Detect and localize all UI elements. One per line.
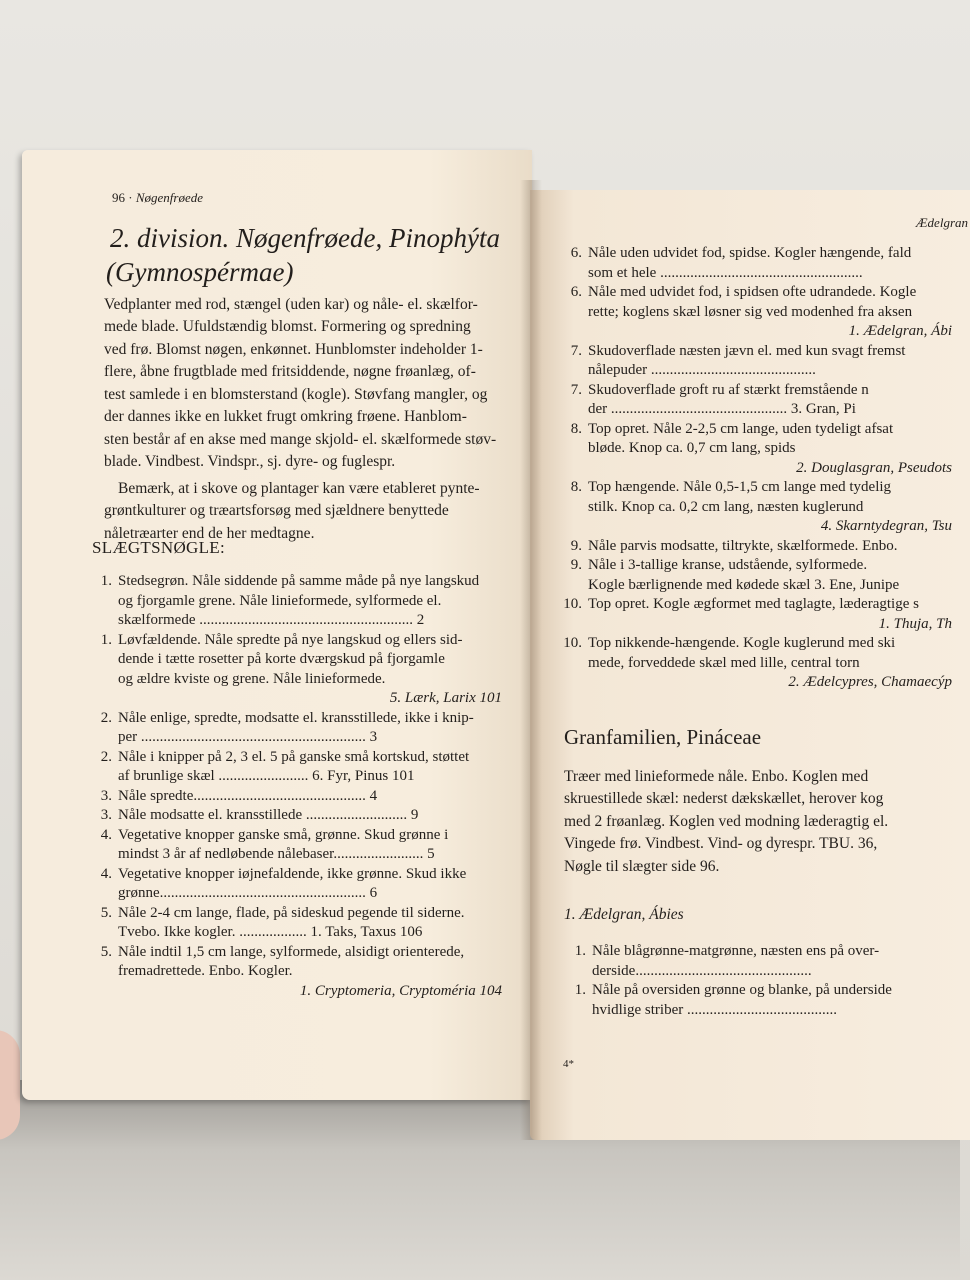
key-number: 1. <box>100 631 112 648</box>
key-line <box>90 904 510 924</box>
key-text: dende i tætte rosetter på korte dværgskud på fjorgamle <box>118 651 445 667</box>
family-line: med 2 frøanlæg. Koglen ved modning læderagtig el. <box>564 812 889 830</box>
key-line <box>90 884 510 904</box>
key-line <box>90 709 510 729</box>
key-text: grønne....................................................... 6 <box>118 885 378 901</box>
key-line <box>90 962 510 982</box>
key-line <box>560 400 960 420</box>
key-text: af brunlige skæl ........................ 6. Fyr, Pinus 101 <box>118 768 415 784</box>
key-text: Nåle på oversiden grønne og blanke, på underside <box>592 982 892 998</box>
key-line <box>90 806 510 826</box>
key-line <box>90 592 510 612</box>
division-title-line1: 2. division. Nøgenfrøede, Pinophýta <box>110 223 500 253</box>
description-line: sten består af en akse med mange skjold- el. skælformede støv- <box>104 430 497 448</box>
book-gutter <box>520 180 542 1140</box>
key-number: 6. <box>570 245 582 261</box>
key-line <box>560 303 960 323</box>
key-line <box>560 420 960 440</box>
header-section: Nøgenfrøede <box>135 190 203 205</box>
division-title-line2: (Gymnospérmae) <box>106 257 294 287</box>
key-line <box>90 572 510 592</box>
key-text: der ............................................... 3. Gran, Pi <box>588 401 856 417</box>
key-text: Nåle enlige, spredte, modsatte el. kransstillede, ikke i knip- <box>118 709 474 726</box>
family-line: Træer med linieformede nåle. Enbo. Koglen med <box>564 768 869 785</box>
key-line <box>560 459 960 479</box>
key-line <box>90 923 510 943</box>
key-number: 10. <box>563 596 582 612</box>
key-text: stilk. Knop ca. 0,2 cm lang, næsten kuglerund <box>588 498 864 515</box>
signature-mark: 4* <box>563 1058 574 1070</box>
key-number: 2. <box>100 709 112 726</box>
key-number: 4. <box>100 865 112 882</box>
note-line: nåletræarter end de her medtagne. <box>104 524 315 542</box>
key-line <box>560 654 960 674</box>
key-text: og fjorgamle grene. Nåle linieformede, sylformede el. <box>118 592 442 609</box>
key-text: hvidlige striber ........................................ <box>592 1001 837 1018</box>
key-number: 5. <box>100 943 112 960</box>
key-line <box>90 943 510 963</box>
key-number: 3. <box>100 787 112 804</box>
family-description <box>564 766 888 878</box>
abies-key <box>564 942 964 1020</box>
description-line: blade. Vindbest. Vindspr., sj. dyre- og fuglespr. <box>104 453 396 471</box>
description-line: flere, åbne frugtblade med fritsiddende, nøgne frøanlæg, of- <box>104 363 476 381</box>
key-text: Nåle i 3-tallige kranse, udstående, sylformede. <box>588 557 868 573</box>
key-line <box>560 478 960 498</box>
key-line <box>560 537 960 557</box>
key-number: 3. <box>100 807 112 823</box>
key-text: derside............................................... <box>592 962 812 979</box>
key-line <box>564 981 964 1001</box>
description-line: Vedplanter med rod, stængel (uden kar) og nåle- el. skælfor- <box>104 296 478 313</box>
key-line <box>90 689 510 709</box>
genus-key <box>90 572 510 1001</box>
key-line <box>560 283 960 303</box>
key-line <box>560 244 960 264</box>
key-line <box>564 942 964 962</box>
key-number: 1. <box>574 982 586 998</box>
key-line <box>560 264 960 284</box>
key-line <box>90 611 510 631</box>
key-line <box>560 673 960 693</box>
key-text: mede, forveddede skæl med lille, central torn <box>588 654 860 671</box>
key-result: 1. Ædelgran, Ábi <box>848 323 952 339</box>
note-line: grøntkulturer og træartsforsøg med sjældnere benyttede <box>104 502 449 520</box>
key-result: 2. Ædelcypres, Chamaecýp <box>788 674 952 690</box>
header-separator: · <box>128 190 136 205</box>
key-line <box>90 787 510 807</box>
division-description <box>104 294 496 545</box>
key-text: Top nikkende-hængende. Kogle kuglerund med ski <box>588 635 896 651</box>
key-text: fremadrettede. Enbo. Kogler. <box>118 963 293 979</box>
key-result: 4. Skarntydegran, Tsu <box>820 518 952 534</box>
key-text: Skudoverflade næsten jævn el. med kun svagt fremst <box>588 342 906 359</box>
key-line <box>560 556 960 576</box>
page-number: 96 <box>112 190 125 205</box>
key-result: 1. Cryptomeria, Cryptoméria 104 <box>299 982 502 999</box>
thumb <box>0 1030 20 1140</box>
key-text: Skudoverflade groft ru af stærkt fremstående n <box>588 381 869 398</box>
key-text: Nåle parvis modsatte, tiltrykte, skælformede. Enbo. <box>588 537 898 554</box>
key-text: Top opret. Kogle ægformet med taglagte, læderagtige s <box>588 596 919 612</box>
key-text: Nåle uden udvidet fod, spidse. Kogler hængende, fald <box>588 245 912 261</box>
key-number: 1. <box>100 573 112 589</box>
key-number: 6. <box>570 284 582 300</box>
key-number: 10. <box>563 635 582 651</box>
key-text: Løvfældende. Nåle spredte på nye langskud og ellers sid- <box>118 631 463 648</box>
key-text: Kogle bærlignende med kødede skæl 3. Ene, Junipe <box>588 576 900 593</box>
key-line <box>90 865 510 885</box>
key-number: 9. <box>570 537 582 554</box>
key-number: 1. <box>574 943 586 959</box>
key-text: rette; koglens skæl løsner sig ved modenhed fra aksen <box>588 303 913 320</box>
key-text: Top opret. Nåle 2-2,5 cm lange, uden tydeligt afsat <box>588 420 894 437</box>
key-number: 2. <box>100 748 112 765</box>
key-text: Top hængende. Nåle 0,5-1,5 cm lange med tydelig <box>588 479 892 495</box>
key-text: Nåle i knipper på 2, 3 el. 5 på ganske små kortskud, støttet <box>118 748 470 765</box>
key-text: Stedsegrøn. Nåle siddende på samme måde på nye langskud <box>118 573 480 589</box>
key-text: bløde. Knop ca. 0,7 cm lang, spids <box>588 440 796 456</box>
key-text: Nåle med udvidet fod, i spidsen ofte udrandede. Kogle <box>588 284 917 300</box>
key-line <box>564 1001 964 1021</box>
right-key <box>560 244 960 693</box>
key-line <box>90 748 510 768</box>
key-line <box>90 845 510 865</box>
key-title: SLÆGTSNØGLE: <box>92 538 225 557</box>
key-line <box>90 826 510 846</box>
key-text: Nåle spredte.............................................. 4 <box>118 787 378 804</box>
key-line <box>90 982 510 1002</box>
key-text: per ............................................................ 3 <box>118 729 378 745</box>
key-text: Vegetative knopper ganske små, grønne. Skud grønne i <box>118 826 449 843</box>
key-text: Nåle indtil 1,5 cm lange, sylformede, alsidigt orienterede, <box>118 943 465 960</box>
key-text: skælformede ......................................................... 2 <box>118 612 425 628</box>
key-line <box>560 439 960 459</box>
key-text: og ældre kviste og grene. Nåle linieformede. <box>118 670 386 687</box>
key-result: 5. Lærk, Larix 101 <box>389 690 502 706</box>
description-line: der dannes ikke en lukket frugt omkring frøene. Hanblom- <box>104 408 467 426</box>
key-line <box>90 631 510 651</box>
key-result: 2. Douglasgran, Pseudots <box>796 459 952 476</box>
genus-title: 1. Ædelgran, Ábies <box>564 906 684 923</box>
key-number: 7. <box>570 342 582 359</box>
family-title: Granfamilien, Pináceae <box>564 725 762 749</box>
key-text: nålepuder ............................................ <box>588 362 816 378</box>
family-line: Vingede frø. Vindbest. Vind- og dyrespr. TBU. 36, <box>564 835 878 853</box>
key-text: mindst 3 år af nedløbende nålebaser........................ 5 <box>118 846 435 862</box>
key-line <box>90 767 510 787</box>
key-number: 7. <box>570 381 582 398</box>
key-text: Tvebo. Ikke kogler. .................. 1. Taks, Taxus 106 <box>118 924 423 940</box>
key-line <box>560 381 960 401</box>
key-text: Nåle 2-4 cm lange, flade, på sideskud pegende til siderne. <box>118 904 465 921</box>
key-line <box>560 517 960 537</box>
key-text: Nåle blågrønne-matgrønne, næsten ens på over- <box>592 943 880 959</box>
key-line <box>560 361 960 381</box>
key-line <box>560 634 960 654</box>
key-text: Nåle modsatte el. kransstillede ........................... 9 <box>118 807 419 823</box>
key-number: 8. <box>570 479 582 495</box>
note-line: Bemærk, at i skove og plantager kan være etableret pynte- <box>118 479 480 497</box>
key-line <box>90 670 510 690</box>
family-line: Nøgle til slægter side 96. <box>564 857 720 875</box>
description-line: ved frø. Blomst nøgen, enkønnet. Hunblomster indeholder 1- <box>104 340 483 358</box>
key-result: 1. Thuja, Th <box>878 615 952 632</box>
key-number: 4. <box>100 826 112 843</box>
key-line <box>90 728 510 748</box>
key-line <box>560 595 960 615</box>
key-text: Vegetative knopper iøjnefaldende, ikke grønne. Skud ikke <box>118 865 467 882</box>
key-line <box>560 342 960 362</box>
key-number: 5. <box>100 904 112 921</box>
key-line <box>560 498 960 518</box>
right-running-header: Ædelgran <box>916 215 968 230</box>
key-line <box>560 322 960 342</box>
left-running-header <box>112 190 203 206</box>
key-line <box>560 615 960 635</box>
key-line <box>560 576 960 596</box>
key-line <box>90 650 510 670</box>
key-number: 8. <box>570 420 582 437</box>
description-line: test samlede i en blomsterstand (kogle). Støvfang mangler, og <box>104 385 488 403</box>
description-line: mede blade. Ufuldstændig blomst. Formering og spredning <box>104 318 471 336</box>
key-number: 9. <box>570 557 582 573</box>
key-text: som et hele ...................................................... <box>588 264 863 281</box>
family-line: skruestillede skæl: nederst dækskællet, herover kog <box>564 790 884 808</box>
key-line <box>564 962 964 982</box>
